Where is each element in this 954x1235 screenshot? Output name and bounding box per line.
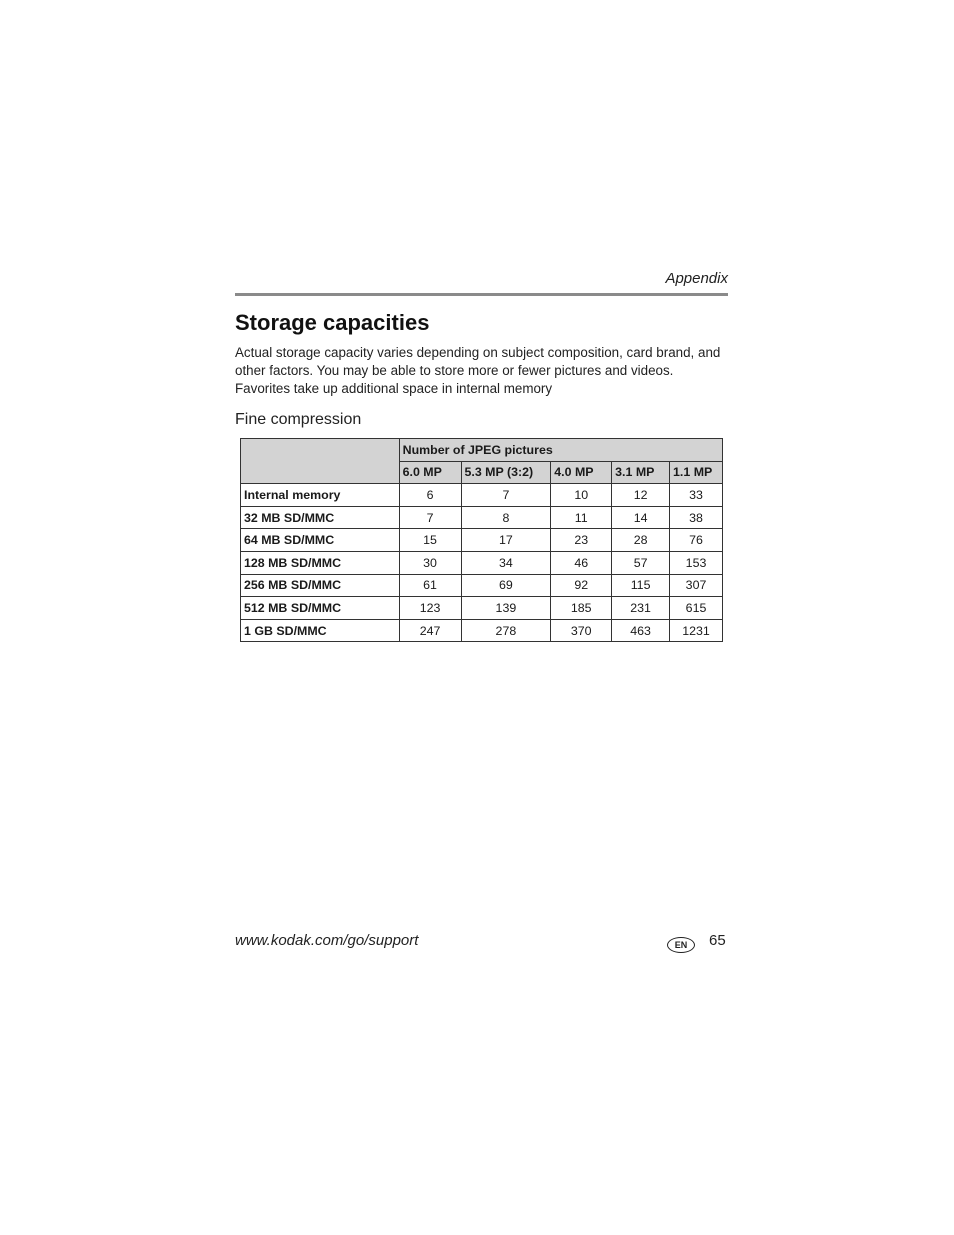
column-header: 1.1 MP — [670, 461, 723, 484]
table-header-row — [241, 439, 723, 462]
cell-value: 33 — [670, 484, 723, 507]
page-title: Storage capacities — [235, 310, 430, 335]
cell-value: 46 — [551, 551, 612, 574]
cell-value: 61 — [399, 574, 461, 597]
cell-value: 17 — [461, 529, 551, 552]
language-badge: EN — [667, 937, 695, 953]
cell-value: 92 — [551, 574, 612, 597]
table-row — [241, 574, 723, 597]
cell-value: 278 — [461, 619, 551, 642]
column-header: 4.0 MP — [551, 461, 612, 484]
support-link[interactable]: www.kodak.com/go/support — [235, 932, 419, 949]
cell-value: 76 — [670, 529, 723, 552]
cell-value: 23 — [551, 529, 612, 552]
row-label: 128 MB SD/MMC — [241, 551, 400, 574]
table-row — [241, 506, 723, 529]
cell-value: 14 — [612, 506, 670, 529]
cell-value: 11 — [551, 506, 612, 529]
row-label: 1 GB SD/MMC — [241, 619, 400, 642]
table-row — [241, 529, 723, 552]
table-row — [241, 597, 723, 620]
cell-value: 115 — [612, 574, 670, 597]
cell-value: 247 — [399, 619, 461, 642]
header-rule — [235, 293, 728, 296]
cell-value: 307 — [670, 574, 723, 597]
intro-paragraph: Actual storage capacity varies depending on subject composition, card brand, and other factors. You may be able to store more or fewer pictures and videos. Favorites take up additional space in internal memory — [235, 345, 721, 396]
table-corner-cell — [241, 439, 400, 484]
column-header: 3.1 MP — [612, 461, 670, 484]
cell-value: 12 — [612, 484, 670, 507]
row-label: 512 MB SD/MMC — [241, 597, 400, 620]
cell-value: 7 — [399, 506, 461, 529]
cell-value: 1231 — [670, 619, 723, 642]
cell-value: 69 — [461, 574, 551, 597]
table-row — [241, 551, 723, 574]
cell-value: 123 — [399, 597, 461, 620]
row-label: 64 MB SD/MMC — [241, 529, 400, 552]
cell-value: 231 — [612, 597, 670, 620]
cell-value: 8 — [461, 506, 551, 529]
row-label: 32 MB SD/MMC — [241, 506, 400, 529]
row-label: Internal memory — [241, 484, 400, 507]
cell-value: 7 — [461, 484, 551, 507]
cell-value: 28 — [612, 529, 670, 552]
cell-value: 370 — [551, 619, 612, 642]
column-header: 6.0 MP — [399, 461, 461, 484]
storage-capacity-table — [240, 438, 723, 642]
subheading: Fine compression — [235, 411, 362, 428]
section-label: Appendix — [665, 270, 728, 287]
cell-value: 30 — [399, 551, 461, 574]
cell-value: 463 — [612, 619, 670, 642]
page-number: 65 — [709, 932, 726, 949]
cell-value: 139 — [461, 597, 551, 620]
column-header: 5.3 MP (3:2) — [461, 461, 551, 484]
row-label: 256 MB SD/MMC — [241, 574, 400, 597]
group-header: Number of JPEG pictures — [399, 439, 722, 462]
table-row — [241, 484, 723, 507]
cell-value: 57 — [612, 551, 670, 574]
cell-value: 615 — [670, 597, 723, 620]
cell-value: 6 — [399, 484, 461, 507]
cell-value: 15 — [399, 529, 461, 552]
cell-value: 34 — [461, 551, 551, 574]
cell-value: 185 — [551, 597, 612, 620]
cell-value: 38 — [670, 506, 723, 529]
table-row — [241, 619, 723, 642]
cell-value: 153 — [670, 551, 723, 574]
cell-value: 10 — [551, 484, 612, 507]
